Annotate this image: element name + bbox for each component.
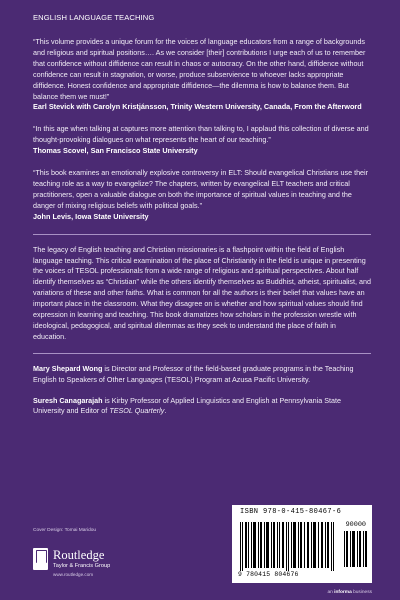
- informa-business-note: an informa business: [327, 590, 372, 595]
- endorsement-attribution: Thomas Scovel, San Francisco State University: [33, 146, 198, 156]
- divider: [33, 234, 371, 235]
- isbn-number: ISBN 978-0-415-80467-6: [240, 508, 342, 516]
- author-name: Suresh Canagarajah: [33, 395, 103, 405]
- journal-title: TESOL Quarterly: [109, 406, 165, 416]
- endorsement-quote: “In this age when talking at captures more attention than talking to, I applaud this collection of diverse and thought-provoking dialogues on what represents the heart of our teaching.”: [33, 124, 369, 145]
- author-bio: [33, 396, 371, 418]
- publisher-name: Routledge: [53, 548, 105, 562]
- publisher-group: Taylor & Francis Group: [53, 563, 111, 569]
- barcode-digits: 9 780415 804676: [238, 571, 299, 578]
- cover-content: [33, 37, 371, 427]
- endorsement-attribution: John Levis, Iowa State University: [33, 211, 149, 221]
- informa-brand: informa: [334, 590, 352, 595]
- author-bio-text: is Kirby Professor of Applied Linguistics and English at Pennsylvania State University and Editor of: [33, 395, 342, 416]
- divider: [33, 353, 371, 354]
- publisher-url[interactable]: www.routledge.com: [53, 572, 94, 577]
- book-description: The legacy of English teaching and Christian missionaries is a flashpoint within the field of English language teaching. This critical examination of the place of Christianity in the field is unique in presenting the voices of TESOL professionals from a wide range of religious and spiritual perspectives. About half identify themselves as “Christian” while the others identify themselves as Buddhist, atheist, spiritualist, and variations of these and other faiths. What is common for all the authors is their belief that values have an important place in the classroom. What they disagree on is whether and how spiritual values should find expression in learning and teaching. This book dramatizes how scholars in the profession wrestle with ideological, pedagogical, and spiritual dilemmas as they seek to understand the place of faith in education.: [33, 244, 371, 341]
- barcode-price-code: 90000: [345, 521, 366, 529]
- endorsement-quote: “This volume provides a unique forum for the voices of language educators from a range of backgrounds and religious and spiritual positions…. As we consider [their] contributions I urge each of us to remember that confidence without diffidence can result in chaos or autocracy. On the other hand, diffidence without confidence can result in stagnation, or worse, produce subservience to whoever lacks appropriate diffidence. Honest confidence and appropriate diffidence—the dilemma is how to balance them. But balance them we must!”: [33, 37, 366, 101]
- author-bio-text: is Director and Professor of the field-based graduate programs in the Teaching English to Speakers of Other Languages (TESOL) Program at Azusa Pacific University.: [33, 363, 354, 384]
- price-barcode-bars: [344, 531, 368, 567]
- cover-design-credit: Cover Design: Tomai Maridou: [33, 528, 97, 533]
- publisher-logo: [33, 548, 183, 578]
- author-name: Mary Shepard Wong: [33, 363, 103, 373]
- routledge-logo-icon: [33, 548, 48, 570]
- endorsement-attribution: Earl Stevick with Carolyn Kristjánsson, Trinity Western University, Canada, From the Afterword: [33, 102, 362, 112]
- endorsement-quote: “This book examines an emotionally explosive controversy in ELT: Should evangelical Christians use their teaching role as a way to evangelize? The chapters, written by evangelical ELT teachers and critical practitioners, open a valuable dialogue on both the importance of spiritual values in teaching and the danger of mixing religious beliefs with political goals.”: [33, 168, 369, 210]
- author-bio: [33, 364, 371, 386]
- isbn-barcode: [232, 505, 372, 583]
- barcode-bars: [240, 519, 340, 571]
- category-label: ENGLISH LANGUAGE TEACHING: [33, 13, 155, 22]
- author-bio-end: .: [164, 406, 167, 416]
